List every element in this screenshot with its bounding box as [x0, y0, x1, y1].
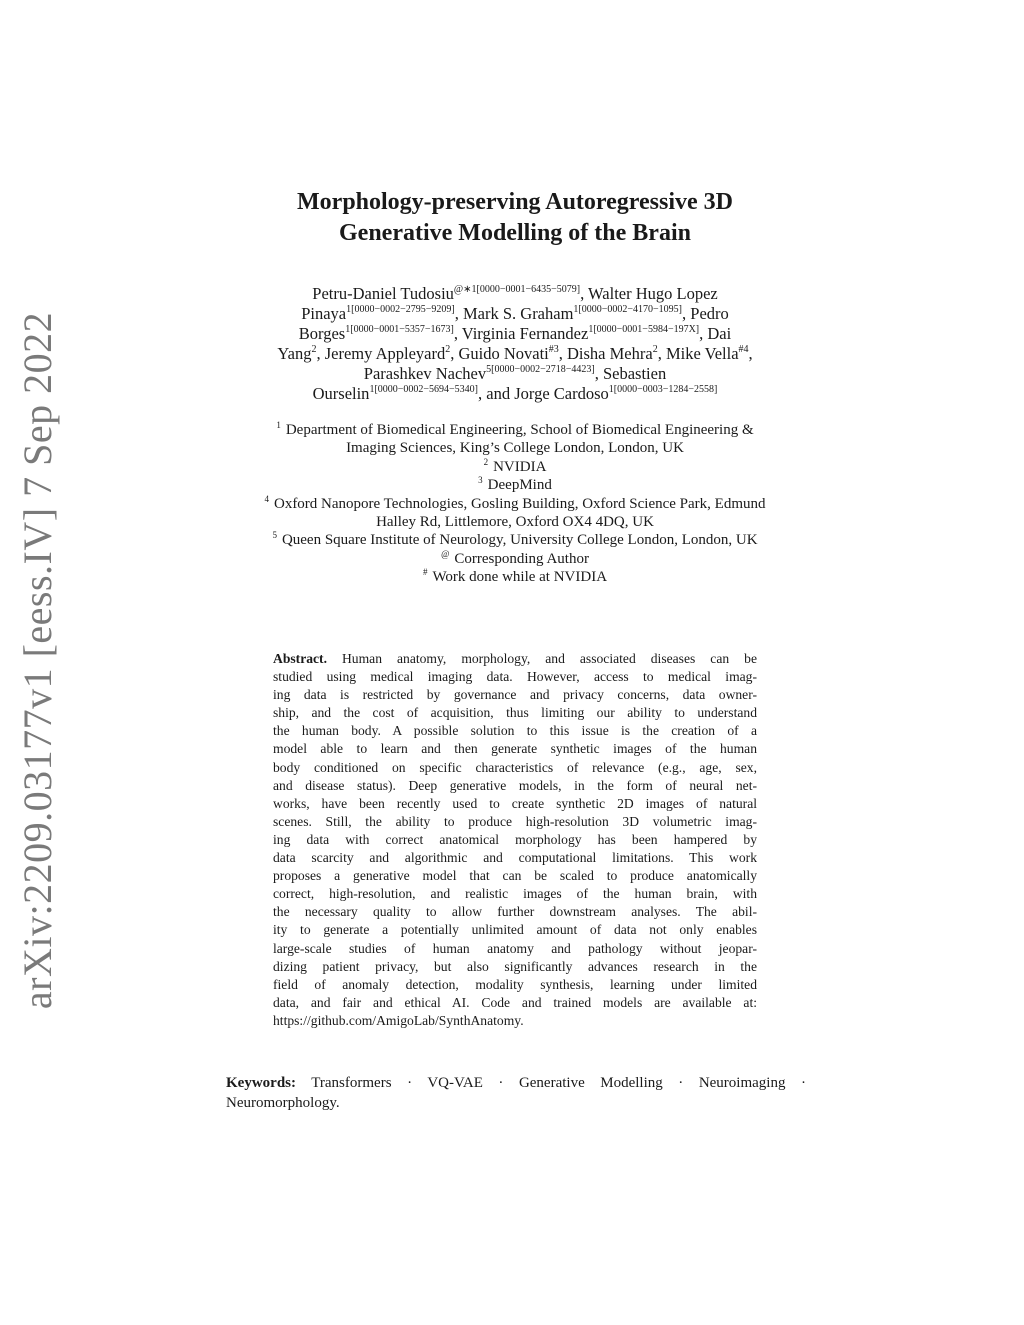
abstract-line: large-scale studies of human anatomy and pathology without jeopar-: [273, 940, 757, 956]
abstract-line: scenes. Still, the ability to produce high-resolution 3D volumetric imag-: [273, 813, 757, 829]
abstract-text: Human anatomy, morphology, and associated diseases can be: [341, 651, 757, 666]
abstract-line: ing data is restricted by governance and privacy concerns, data owner-: [273, 687, 757, 703]
affiliation: [225, 550, 805, 568]
affiliation-text: Corresponding Author: [454, 550, 589, 567]
affiliation: [225, 568, 805, 586]
orcid-superscript: @∗1[0000−0001−6435−5079]: [453, 284, 581, 295]
abstract-line: data scarcity and algorithmic and computational limitations. This work: [273, 850, 757, 866]
abstract-line: ship, and the cost of acquisition, thus limiting our ability to understand: [273, 705, 757, 721]
affiliation-mark: #: [422, 567, 428, 578]
affiliation: [225, 531, 805, 549]
author-line: [225, 364, 805, 384]
affil-superscript: 2: [652, 344, 658, 355]
abstract-line: data, and fair and ethical AI. Code and trained models are available at:: [273, 994, 757, 1010]
orcid-superscript: 1[0000−0002−2795−9209]: [346, 304, 455, 315]
author-name: Ourselin: [312, 384, 370, 403]
affiliation-mark: 5: [272, 530, 277, 541]
author-name: Petru-Daniel Tudosiu: [312, 284, 454, 303]
orcid-superscript: 1[0000−0001−5984−197X]: [588, 324, 700, 335]
author-name: , Virginia Fernandez: [453, 324, 589, 343]
abstract-line: works, have been recently used to create synthetic 2D images of natural: [273, 795, 757, 811]
author-line: [225, 324, 805, 344]
title-line: Morphology-preserving Autoregressive 3D: [297, 189, 733, 215]
affiliation-text: Work done while at NVIDIA: [432, 569, 608, 586]
orcid-superscript: 1[0000−0003−1284−2558]: [608, 384, 718, 395]
orcid-superscript: 1[0000−0002−4170−1095]: [573, 304, 683, 315]
author-list: [225, 284, 805, 404]
affil-superscript: #4: [738, 344, 749, 355]
affiliation-text: NVIDIA: [493, 458, 547, 475]
arxiv-id: arXiv:2209.03177v1 [eess.IV] 7 Sep 2022: [15, 311, 61, 1009]
author-name: Parashkev Nachev: [363, 364, 487, 383]
affiliation-text: Queen Square Institute of Neurology, University College London, London, UK: [281, 532, 758, 549]
affil-superscript: #3: [548, 344, 559, 355]
abstract-line: the human body. A possible solution to this issue is the creation of a: [273, 723, 757, 739]
abstract-line: studied using medical imaging data. However, access to medical imag-: [273, 669, 757, 685]
affiliation-text: Department of Biomedical Engineering, School of Biomedical Engineering &: [285, 422, 754, 438]
author-line: [225, 304, 805, 324]
abstract-line: field of anomaly detection, modality synthesis, learning under limited: [273, 976, 757, 992]
author-line: [225, 384, 805, 404]
author-name: , Jeremy Appleyard: [316, 344, 446, 363]
author-name: , Walter Hugo Lopez: [580, 284, 718, 303]
affil-superscript: 2: [445, 344, 451, 355]
author-name: , Mark S. Graham: [454, 304, 574, 323]
abstract-line: dizing patient privacy, but also significantly advances research in the: [273, 958, 757, 974]
orcid-superscript: 5[0000−0002−2718−4423]: [486, 364, 595, 375]
affiliation-mark: 1: [276, 420, 281, 430]
title-line: Generative Modelling of the Brain: [339, 220, 691, 246]
affiliation-text: Oxford Nanopore Technologies, Gosling Building, Oxford Science Park, Edmund: [273, 495, 766, 512]
abstract-label: Abstract.: [273, 651, 327, 666]
keywords: [226, 1073, 806, 1113]
affiliation-mark: @: [441, 548, 450, 559]
author-name: , and Jorge Cardoso: [478, 384, 609, 403]
author-name: , Sebastien: [594, 364, 667, 383]
affiliation: [225, 458, 805, 476]
author-name: Yang: [277, 344, 312, 363]
keywords-text: Transformers · VQ-VAE · Generative Modelling · Neuroimaging ·: [311, 1075, 806, 1091]
orcid-superscript: 1[0000−0001−5357−1673]: [345, 324, 454, 335]
abstract-line: proposes a generative model that can be scaled to produce anatomically: [273, 868, 757, 884]
affiliation-text: DeepMind: [487, 477, 552, 494]
author-name: , Pedro: [682, 304, 729, 323]
affiliation: [225, 421, 805, 439]
keywords-label: Keywords:: [226, 1075, 296, 1091]
affiliation-continuation: Halley Rd, Littlemore, Oxford OX4 4DQ, UK: [376, 514, 654, 531]
abstract: [273, 650, 757, 1030]
author-name: , Dai: [699, 324, 732, 343]
affiliation-mark: 4: [264, 493, 269, 504]
affiliation-continuation: Imaging Sciences, King’s College London, London, UK: [346, 440, 684, 457]
abstract-line: https://github.com/AmigoLab/SynthAnatomy.: [273, 1012, 524, 1028]
affil-superscript: 2: [311, 344, 317, 355]
author-name: , Guido Novati: [450, 344, 549, 363]
keywords-line: Neuromorphology.: [226, 1095, 340, 1111]
arxiv-identifier-stamp: [8, 311, 68, 1009]
abstract-line: model able to learn and then generate synthetic images of the human: [273, 741, 757, 757]
affiliation: [225, 495, 805, 513]
orcid-superscript: 1[0000−0002−5694−5340]: [369, 384, 479, 395]
abstract-line: ity to generate a potentially unlimited amount of data not only enables: [273, 922, 757, 938]
author-line: [225, 344, 805, 364]
abstract-line: the necessary quality to allow further downstream analyses. The abil-: [273, 904, 757, 920]
abstract-line: ing data with correct anatomical morphology has been hampered by: [273, 831, 757, 847]
keywords-line: [226, 1073, 806, 1093]
abstract-line: correct, high-resolution, and realistic images of the human brain, with: [273, 886, 757, 902]
author-line: [225, 284, 805, 304]
abstract-line: [273, 650, 757, 668]
affiliation-list: [225, 421, 805, 587]
author-name: Pinaya: [301, 304, 347, 323]
affiliation: [225, 476, 805, 494]
author-name: , Disha Mehra: [558, 344, 653, 363]
abstract-line: body conditioned on specific characteristics of relevance (e.g., age, sex,: [273, 759, 757, 775]
author-name: Borges: [298, 324, 346, 343]
abstract-line: and disease status). Deep generative models, in the form of neural net-: [273, 777, 757, 793]
affiliation-mark: 3: [478, 475, 483, 486]
punctuation: ,: [748, 344, 753, 363]
author-name: , Mike Vella: [657, 344, 739, 363]
affiliation-mark: 2: [483, 456, 489, 467]
paper-title: [230, 187, 800, 249]
